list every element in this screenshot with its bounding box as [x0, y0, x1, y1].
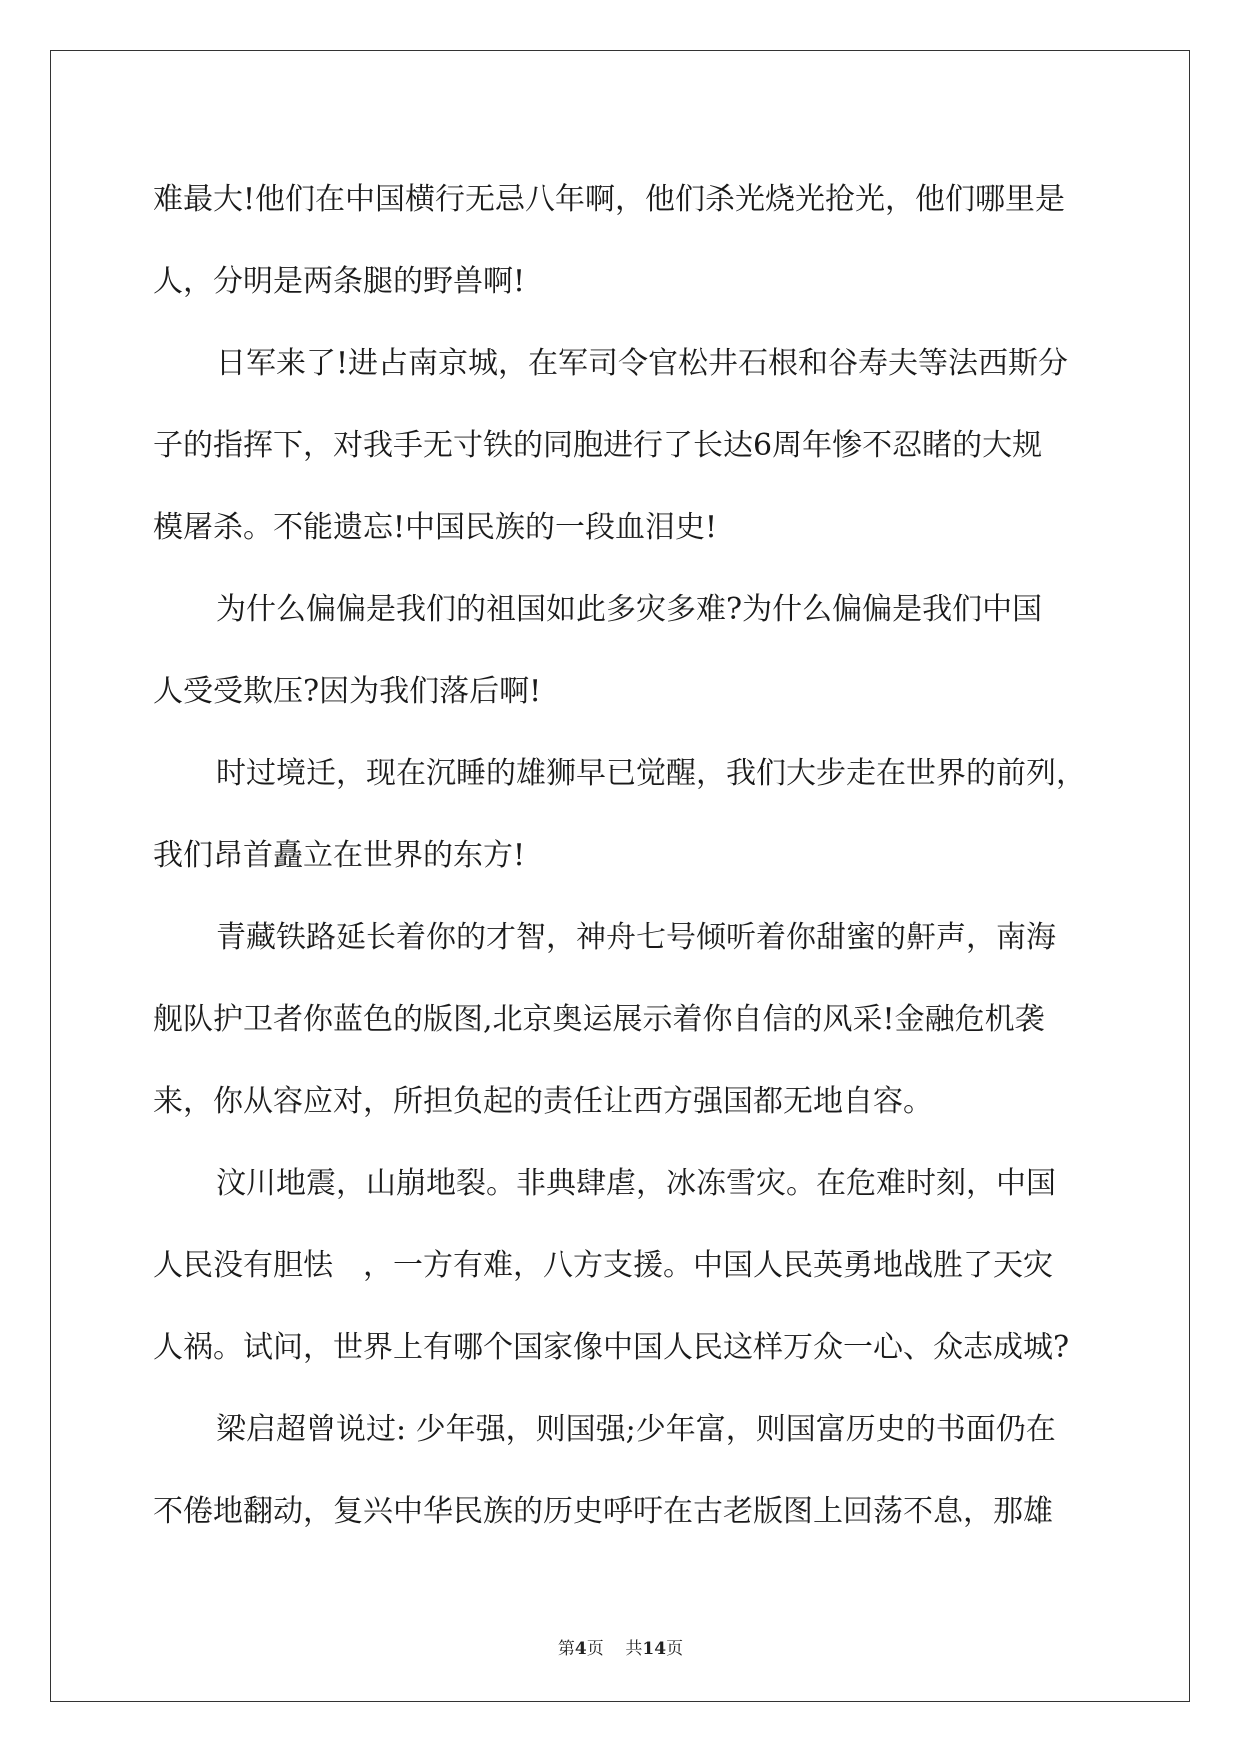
footer-total-suffix: 页: [666, 1639, 684, 1659]
text-line: 我们昂首矗立在世界的东方!: [153, 838, 526, 873]
text-line: 子的指挥下，对我手无寸铁的同胞进行了长达6周年惨不忍睹的大规: [153, 428, 1043, 463]
text-line: 汶川地震，山崩地裂。非典肆虐，冰冻雪灾。在危难时刻，中国: [216, 1166, 1056, 1201]
current-page-number: 4: [574, 1639, 587, 1659]
text-line: 难最大!他们在中国横行无忌八年啊，他们杀光烧光抢光，他们哪里是: [153, 182, 1066, 217]
text-line: 梁启超曾说过: 少年强，则国强;少年富，则国富历史的书面仍在: [216, 1412, 1056, 1447]
text-line: 来，你从容应对，所担负起的责任让西方强国都无地自容。: [153, 1084, 933, 1119]
footer-prefix: 第: [557, 1639, 575, 1659]
text-line: 为什么偏偏是我们的祖国如此多灾多难?为什么偏偏是我们中国: [216, 592, 1043, 627]
text-line: 青藏铁路延长着你的才智，神舟七号倾听着你甜蜜的鼾声，南海: [216, 920, 1056, 955]
footer-total-prefix: 共: [625, 1639, 643, 1659]
text-line: 人祸。试问，世界上有哪个国家像中国人民这样万众一心、众志成城?: [153, 1330, 1070, 1365]
text-line: 日军来了!进占南京城，在军司令官松井石根和谷寿夫等法西斯分: [216, 346, 1069, 381]
text-line: 人，分明是两条腿的野兽啊!: [153, 264, 526, 299]
text-line: 人受受欺压?因为我们落后啊!: [153, 674, 542, 709]
text-line: 人民没有胆怯 ，一方有难，八方支援。中国人民英勇地战胜了天灾: [153, 1248, 1053, 1283]
page-footer: [0, 1634, 1241, 1659]
total-page-number: 14: [642, 1639, 667, 1659]
text-line: 不倦地翻动，复兴中华民族的历史呼吁在古老版图上回荡不息，那雄: [153, 1494, 1053, 1529]
footer-page-suffix: 页: [586, 1639, 604, 1659]
text-line: 舰队护卫者你蓝色的版图,北京奥运展示着你自信的风采!金融危机袭: [153, 1002, 1045, 1037]
text-line: 模屠杀。不能遗忘!中国民族的一段血泪史!: [153, 510, 718, 545]
body-text: [153, 159, 1093, 1553]
text-line: 时过境迁，现在沉睡的雄狮早已觉醒，我们大步走在世界的前列，: [216, 756, 1086, 791]
